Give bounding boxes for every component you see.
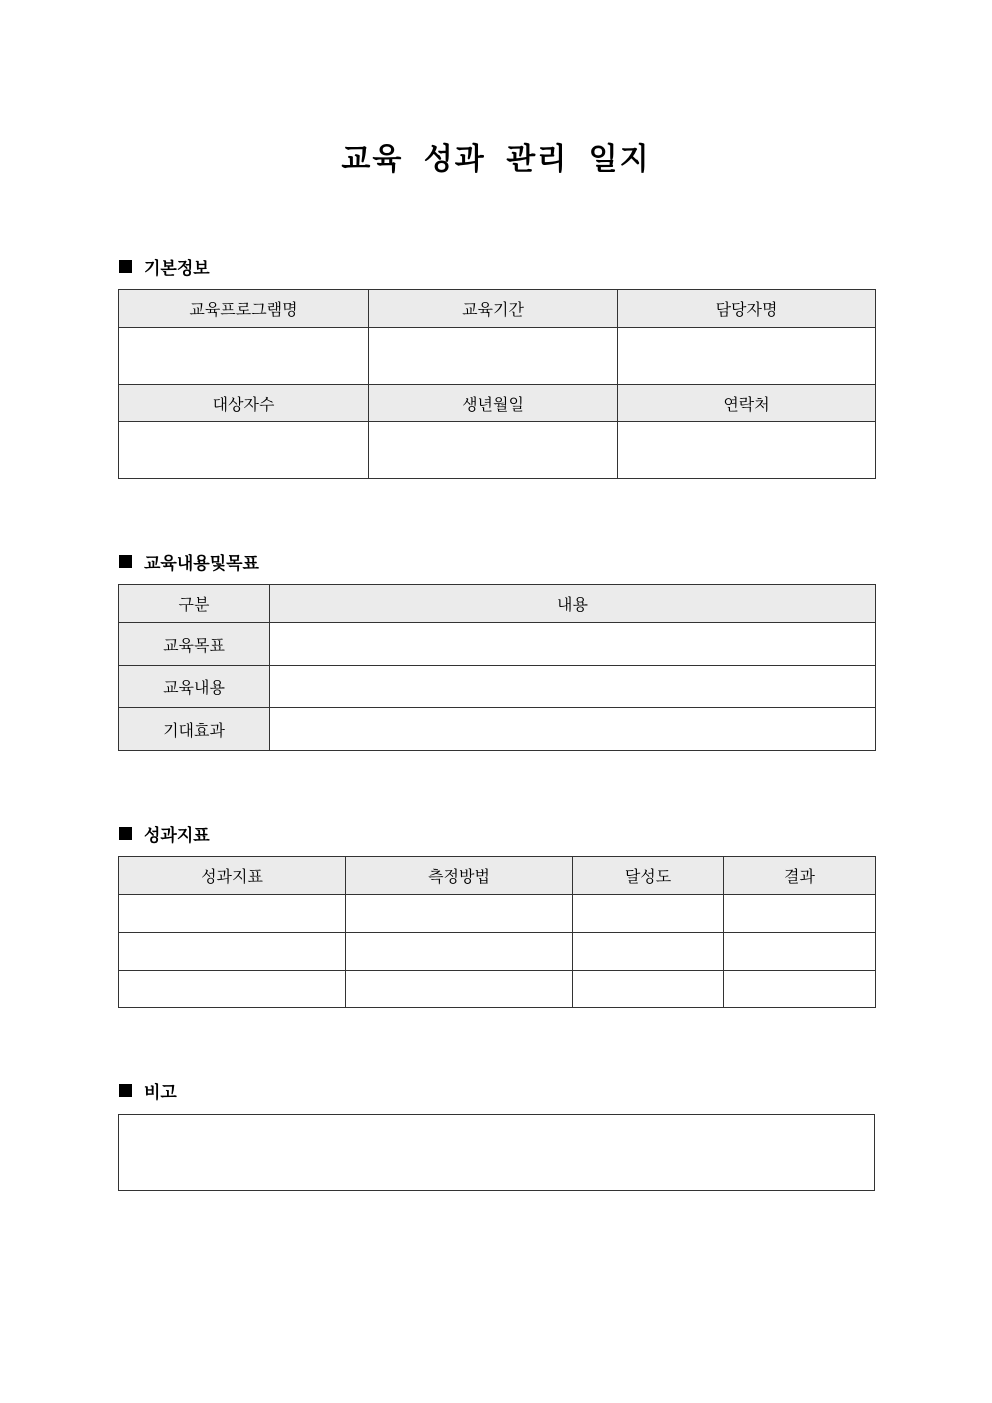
square-bullet-icon: [119, 1084, 132, 1097]
kpi-cell[interactable]: [119, 895, 346, 933]
effect-cell[interactable]: [270, 708, 876, 751]
page-title: 교육 성과 관리 일지: [341, 142, 651, 177]
header-result: 결과: [724, 857, 876, 895]
achievement-cell[interactable]: [573, 895, 724, 933]
method-cell[interactable]: [346, 895, 573, 933]
square-bullet-icon: [119, 260, 132, 273]
header-method: 측정방법: [346, 857, 573, 895]
section-content-title: 교육내용및목표: [144, 554, 259, 574]
program-name-cell[interactable]: [119, 328, 369, 385]
header-birthdate: 생년월일: [369, 385, 618, 422]
square-bullet-icon: [119, 827, 132, 840]
square-bullet-icon: [119, 555, 132, 568]
header-kpi: 성과지표: [119, 857, 346, 895]
table-row: [119, 971, 876, 1008]
section-kpi-heading: [119, 821, 210, 846]
section-remarks-heading: [119, 1078, 177, 1103]
section-basic-heading: [119, 254, 210, 279]
header-period: 교육기간: [369, 290, 618, 328]
content-cell[interactable]: [270, 666, 876, 708]
method-cell[interactable]: [346, 933, 573, 971]
goal-cell[interactable]: [270, 623, 876, 666]
contact-cell[interactable]: [618, 422, 876, 479]
manager-cell[interactable]: [618, 328, 876, 385]
result-cell[interactable]: [724, 895, 876, 933]
table-row: [119, 933, 876, 971]
kpi-cell[interactable]: [119, 933, 346, 971]
birthdate-cell[interactable]: [369, 422, 618, 479]
remarks-table: [118, 1114, 875, 1191]
header-program-name: 교육프로그램명: [119, 290, 369, 328]
participants-cell[interactable]: [119, 422, 369, 479]
row-label-goal: 교육목표: [119, 623, 270, 666]
section-kpi-title: 성과지표: [144, 826, 210, 846]
header-contact: 연락처: [618, 385, 876, 422]
kpi-table: [118, 856, 876, 1008]
achievement-cell[interactable]: [573, 933, 724, 971]
method-cell[interactable]: [346, 971, 573, 1008]
header-manager: 담당자명: [618, 290, 876, 328]
remarks-cell[interactable]: [119, 1115, 875, 1191]
basic-info-table: [118, 289, 876, 479]
header-category: 구분: [119, 585, 270, 623]
kpi-cell[interactable]: [119, 971, 346, 1008]
row-label-content: 교육내용: [119, 666, 270, 708]
section-basic-title: 기본정보: [144, 259, 210, 279]
content-goals-table: [118, 584, 876, 751]
result-cell[interactable]: [724, 933, 876, 971]
header-content: 내용: [270, 585, 876, 623]
result-cell[interactable]: [724, 971, 876, 1008]
period-cell[interactable]: [369, 328, 618, 385]
table-row: [119, 895, 876, 933]
achievement-cell[interactable]: [573, 971, 724, 1008]
header-achievement: 달성도: [573, 857, 724, 895]
row-label-effect: 기대효과: [119, 708, 270, 751]
header-participants: 대상자수: [119, 385, 369, 422]
section-remarks-title: 비고: [144, 1083, 177, 1103]
section-content-heading: [119, 549, 259, 574]
